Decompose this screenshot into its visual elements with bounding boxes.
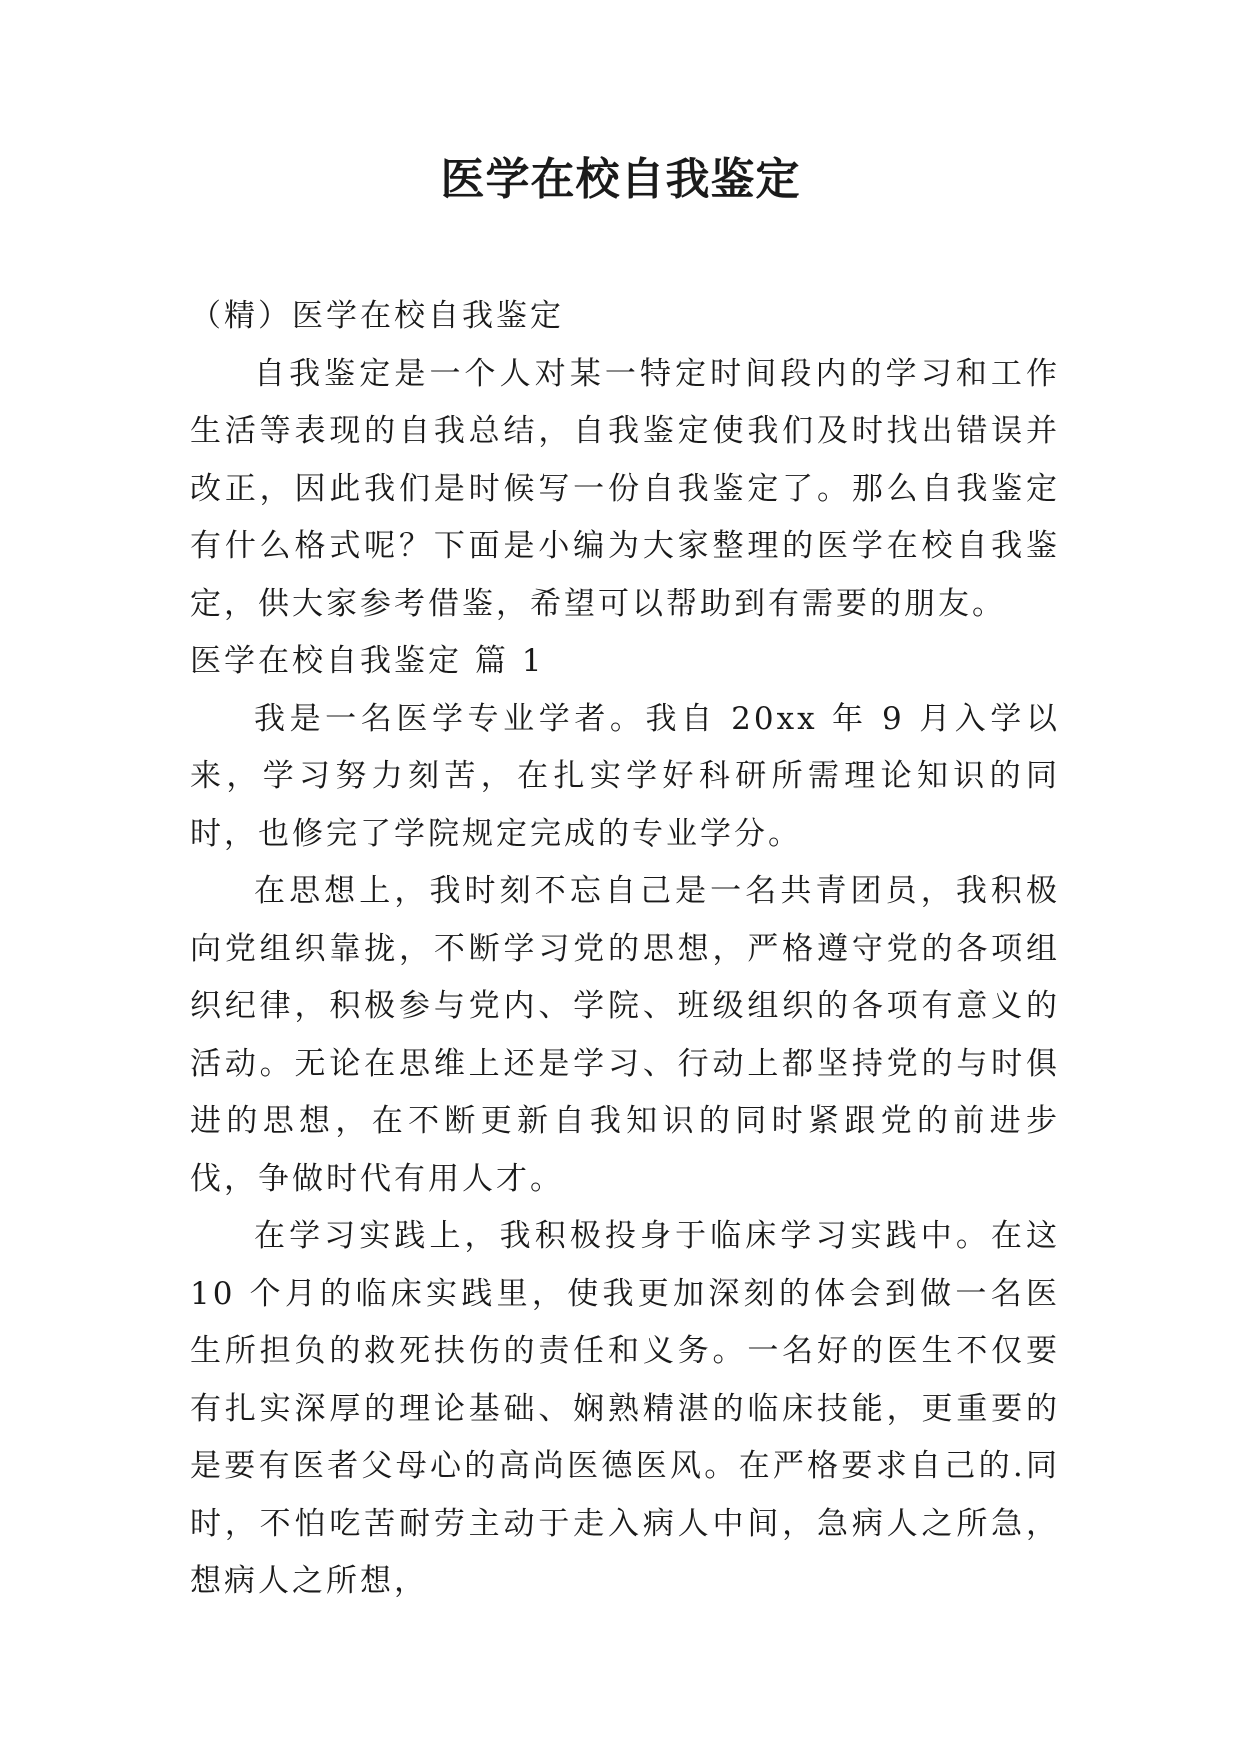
document-subtitle: （精）医学在校自我鉴定 xyxy=(190,298,564,334)
document-title: 医学在校自我鉴定 xyxy=(440,154,801,205)
body-paragraph: 在学习实践上，我积极投身于临床学习实践中。在这 10 个月的临床实践里，使我更加深刻的体会到做一名医生所担负的救死扶伤的责任和义务。一名好的医生不仅要有扎实深厚的理论基础、娴熟精湛的临床技能，更重要的是要有医者父母心的高尚医德医风。在严格要求自己的.同时，不怕吃苦耐劳主动于走入病人中间，急病人之所急，想病人之所想， xyxy=(190,1218,1060,1599)
body-paragraph: 在思想上，我时刻不忘自己是一名共青团员，我积极向党组织靠拢，不断学习党的思想，严格遵守党的各项组织纪律，积极参与党内、学院、班级组织的各项有意义的活动。无论在思维上还是学习、行动上都坚持党的与时俱进的思想，在不断更新自我知识的同时紧跟党的前进步伐，争做时代有用人才。 xyxy=(190,873,1060,1197)
body-paragraph: 我是一名医学专业学者。我自 20xx 年 9 月入学以来，学习努力刻苦，在扎实学好科研所需理论知识的同时，也修完了学院规定完成的专业学分。 xyxy=(190,700,1060,852)
intro-paragraph: 自我鉴定是一个人对某一特定时间段内的学习和工作生活等表现的自我总结，自我鉴定使我们及时找出错误并改正，因此我们是时候写一份自我鉴定了。那么自我鉴定有什么格式呢？下面是小编为大家整理的医学在校自我鉴定，供大家参考借鉴，希望可以帮助到有需要的朋友。 xyxy=(190,355,1060,622)
document-body xyxy=(190,288,1060,1611)
section-heading: 医学在校自我鉴定 篇 1 xyxy=(190,643,545,679)
